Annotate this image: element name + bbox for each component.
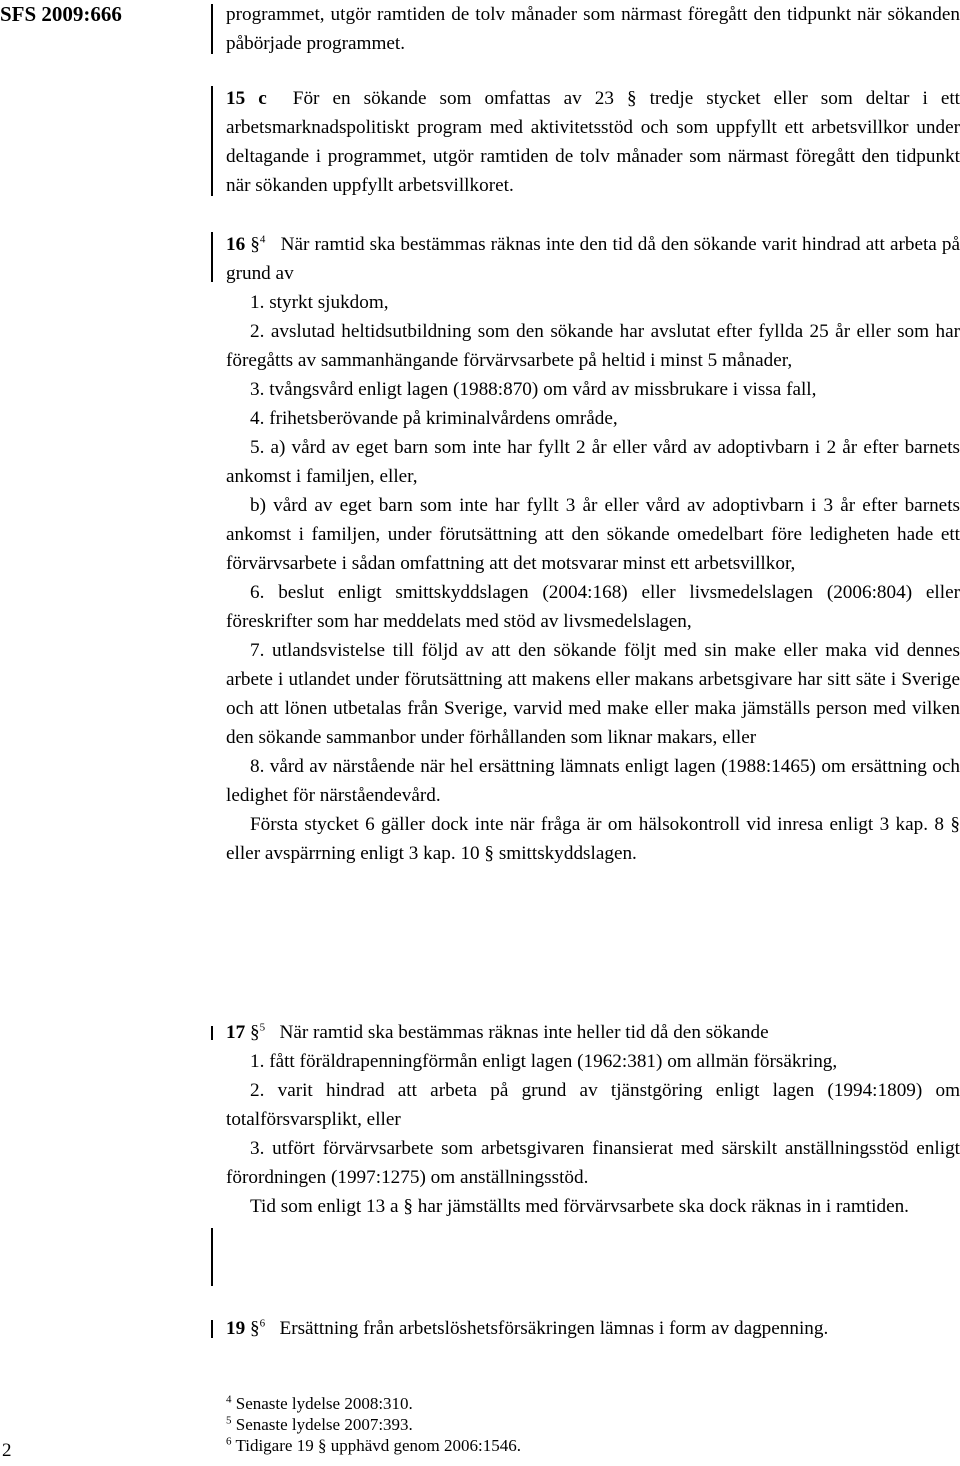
list-item: 2. varit hindrad att arbeta på grund av tjänstgöring enligt lagen (1994:1809) om totalförsvarsplikt, eller [226,1080,960,1130]
section-text: Ersättning från arbetslöshetsförsäkringen lämnas i form av dagpenning. [279,1318,829,1339]
footnote: $^4$ Senaste lydelse 2008:310. [226,1393,413,1413]
list-item: 1. styrkt sjukdom, [250,292,389,313]
section-text: När ramtid ska bestämmas räknas inte heller tid då den sökande [279,1022,769,1043]
intro-paragraph: programmet, utgör ramtiden de tolv månader som närmast föregått den tidpunkt när sökanden påbörjade programmet. [226,4,960,54]
section-19: 19 §$^6$ Ersättning från arbetslöshetsförsäkringen lämnas i form av dagpenning. [226,1317,829,1339]
section-number: 19 [226,1318,246,1339]
section-15c [226,84,960,200]
change-bar [211,86,213,196]
list-item: 5. a) vård av eget barn som inte har fyllt 2 år eller vård av adoptivbarn i 2 år efter barnets ankomst i familjen, eller, [226,437,960,487]
section-text: När ramtid ska bestämmas räknas inte den tid då den sökande varit hindrad att arbeta på grund av [226,234,960,284]
list-item: 1. fått föräldrapenningförmån enligt lagen (1962:381) om allmän försäkring, [250,1051,838,1072]
page-number: 2 [2,1440,12,1461]
footnote-ref: 5 [259,1021,266,1034]
footnote: $^5$ Senaste lydelse 2007:393. [226,1414,413,1434]
change-bar [211,232,213,282]
paragraph: Första stycket 6 gäller dock inte när fråga är om hälsokontroll vid inresa enligt 3 kap. 8 § eller avspärrning enligt 3 kap. 10 § smittskyddslagen. [226,814,960,864]
sfs-number: SFS 2009:666 [0,2,122,26]
list-item: 4. frihetsberövande på kriminalvårdens område, [250,408,618,429]
footnote-ref: 6 [259,1317,266,1330]
section-number: 16 [226,234,246,255]
section-17: 17 §$^5$ När ramtid ska bestämmas räknas inte heller tid då den sökande 1. fått föräldrapenningförmån enligt lagen (1962:381) om allmän försäkring, 2. varit hindrad att arbeta på grund av tjänstgöring enligt lagen (1994:1809) om totalförsvarsplikt, eller 3. utfört förvärvsarbete som arbetsgivaren finansierat med särskilt anställningsstöd enligt förordningen (1997:1275) om anställningsstöd. Tid som enligt 13 a § har jämställts med förvärvsarbete ska dock räknas in i ramtiden. [226,1018,960,1221]
list-item: 3. utfört förvärvsarbete som arbetsgivaren finansierat med särskilt anställningsstöd enligt förordningen (1997:1275) om anställningsstöd. [226,1138,960,1188]
section-16: 16 §$^4$ När ramtid ska bestämmas räknas inte den tid då den sökande varit hindrad att arbeta på grund av 1. styrkt sjukdom, 2. avslutad heltidsutbildning som den sökande har avslutat efter fyllda 25 år eller som har föregåtts av sammanhängande förvärvsarbete på heltid i minst 5 månader, 3. tvångsvård enligt lagen (1988:870) om vård av missbrukare i vissa fall, 4. frihetsberövande på kriminalvårdens område, 5. a) vård av eget barn som inte har fyllt 2 år eller vård av adoptivbarn i 2 år efter barnets ankomst i familjen, eller, b) vård av eget barn som inte har fyllt 3 år eller vård av adoptivbarn i 3 år efter barnets ankomst i familjen, under förutsättning att den sökande omedelbart före ledigheten hade ett förvärvsarbete i sådan omfattning att det motsvarar minst ett arbetsvillkor, 6. beslut enligt smittskyddslagen (2004:168) eller livsmedelslagen (2006:804) eller föreskrifter som har meddelats med stöd av livsmedelslagen, 7. utlandsvistelse till följd av att den sökande följt med sin make eller maka vid dennes arbete i utlandet under förutsättning att makens eller makans arbetsgivare har sitt säte i Sverige och att lönen utbetalas från Sverige, varvid med make eller maka jämställs person med vilken den sökande sammanbor under förhållanden som liknar makars, eller 8. vård av närstående när hel ersättning lämnats enligt lagen (1988:1465) om ersättning och ledighet för närståendevård. Första stycket 6 gäller dock inte när fråga är om hälsokontroll vid inresa enligt 3 kap. 8 § eller avspärrning enligt 3 kap. 10 § smittskyddslagen. [226,230,960,868]
list-item: 3. tvångsvård enligt lagen (1988:870) om vård av missbrukare i vissa fall, [250,379,817,400]
section-text: För en sökande som omfattas av 23 § tredje stycket eller som deltar i ett arbetsmarknadspolitiskt program med aktivitetsstöd och som uppfyllt ett arbetsvillkor under deltagande i programmet, utgör ramtiden de tolv månader som närmast föregått den tidpunkt när sökanden uppfyllt arbetsvillkoret. [226,88,960,196]
change-bar [211,1026,213,1040]
footnote: $^6$ Tidigare 19 § upphävd genom 2006:1546. [226,1435,521,1455]
list-item: b) vård av eget barn som inte har fyllt 3 år eller vård av adoptivbarn i 3 år efter barnets ankomst i familjen, under förutsättning att den sökande omedelbart före ledigheten hade ett förvärvsarbete i sådan omfattning att det motsvarar minst ett arbetsvillkor, [226,495,960,574]
change-bar [211,1228,213,1286]
list-item: 7. utlandsvistelse till följd av att den sökande följt med sin make eller maka vid dennes arbete i utlandet under förutsättning att makens eller makans arbetsgivare har sitt säte i Sverige och att lönen utbetalas från Sverige, varvid med make eller maka jämställs person med vilken den sökande sammanbor under förhållanden som liknar makars, eller [226,640,960,748]
footnote-ref: 4 [259,233,266,246]
section-number: 17 [226,1022,246,1043]
change-bar [211,1320,213,1338]
list-item: 8. vård av närstående när hel ersättning lämnats enligt lagen (1988:1465) om ersättning och ledighet för närståendevård. [226,756,960,806]
paragraph: Tid som enligt 13 a § har jämställts med förvärvsarbete ska dock räknas in i ramtiden. [250,1196,909,1217]
change-bar [211,4,213,54]
section-number: 15 c [226,88,267,109]
list-item: 2. avslutad heltidsutbildning som den sökande har avslutat efter fyllda 25 år eller som har föregåtts av sammanhängande förvärvsarbete på heltid i minst 5 månader, [226,321,960,371]
list-item: 6. beslut enligt smittskyddslagen (2004:168) eller livsmedelslagen (2006:804) eller föreskrifter som har meddelats med stöd av livsmedelslagen, [226,582,960,632]
